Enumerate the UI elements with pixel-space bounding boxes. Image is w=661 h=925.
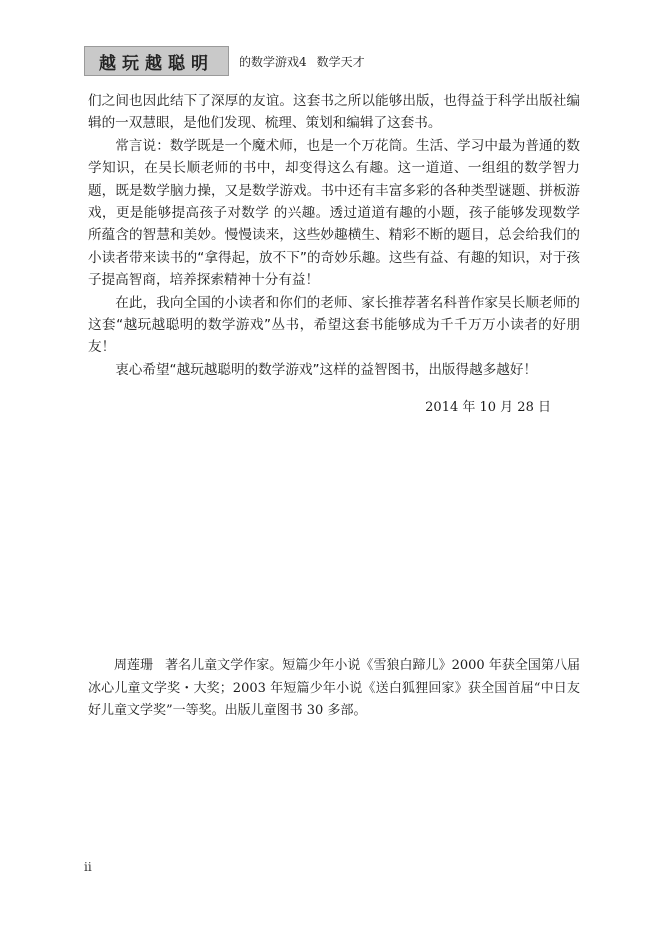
running-header <box>84 44 365 78</box>
paragraph: 常言说：数学既是一个魔术师，也是一个万花筒。生活、学习中最为普通的数学知识，在吴长顺老师的书中，却变得这么有趣。这一道道、一组组的数学智力题，既是数学脑力操，又是数学游戏。书中还有丰富多彩的各种类型谜题、拼板游戏，更是能够提高孩子对数学 的兴趣。透过道道有趣的小题，孩子能够发现数学所蕴含的智慧和美妙。慢慢读来，这些妙趣横生、精彩不断的题目，总会给我们的小读者带来读书的“拿得起，放不下”的奇妙乐趣。这些有益、有趣的知识，对于孩子提高智商，培养探索精神十分有益！ <box>88 137 580 289</box>
author-bio <box>88 655 580 723</box>
header-volume-title: 数学天才 <box>316 54 365 69</box>
series-logo-text: 越玩越聪明 <box>99 53 214 74</box>
header-subtitle <box>239 53 365 70</box>
signature-date: 2014 年 10 月 28 日 <box>425 400 551 415</box>
author-name: 周莲珊 <box>114 658 154 673</box>
paragraph: 在此，我向全国的小读者和你们的老师、家长推荐著名科普作家吴长顺老师的这套“越玩越聪明的数学游戏”丛书，希望这套书能够成为千千万万小读者的好朋友！ <box>88 294 580 356</box>
header-series-title: 的数学游戏4 <box>239 54 307 69</box>
paragraph-continuation: 们之间也因此结下了深厚的友谊。这套书之所以能够出版，也得益于科学出版社编辑的一双慧眼，是他们发现、梳理、策划和编辑了这套书。 <box>88 93 580 132</box>
author-bio-text: 著名儿童文学作家。短篇少年小说《雪狼白蹄儿》2000 年获全国第八届冰心儿童文学奖・大奖；2003 年短篇少年小说《送白狐狸回家》获全国首届“中日友好儿童文学奖”一等奖。出版儿童图书 30 多部。 <box>88 658 580 718</box>
page-number: ii <box>84 860 92 874</box>
preface-body <box>88 90 580 381</box>
series-logo <box>84 46 229 76</box>
paragraph: 衷心希望“越玩越聪明的数学游戏”这样的益智图书，出版得越多越好！ <box>115 361 538 378</box>
